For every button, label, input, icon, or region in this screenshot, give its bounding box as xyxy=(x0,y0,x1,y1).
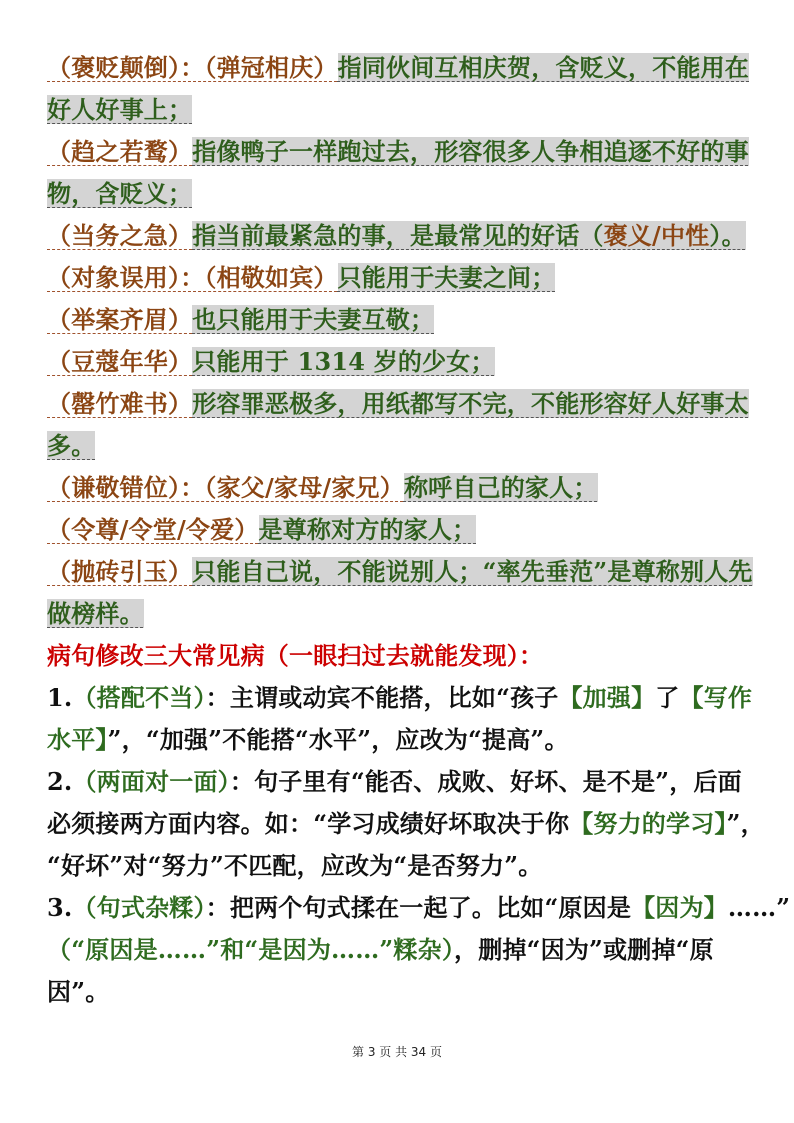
entry-explanation: 做榜样。 xyxy=(47,599,144,628)
item-text: 因”。 xyxy=(47,977,110,1006)
item-text: ：主谓或动宾不能搭，比如“孩子 xyxy=(205,683,559,712)
entry-line xyxy=(47,215,752,257)
entry-line xyxy=(47,383,752,425)
item-line xyxy=(47,677,752,719)
entry-line xyxy=(47,509,752,551)
entry-explanation: 是尊称对方的家人； xyxy=(258,515,477,544)
entry-label: （褒贬颠倒）：（弹冠相庆） xyxy=(47,53,338,82)
entry-label: （谦敬错位）：（家父/家母/家兄） xyxy=(47,473,404,502)
entry-label: （举案齐眉） xyxy=(47,305,193,334)
item-title: （句式杂糅） xyxy=(72,893,206,922)
item-text: 必须接两方面内容。如：“学习成绩好坏取决于你 xyxy=(47,809,570,838)
entry-note: 褒义/中性 xyxy=(603,221,710,250)
item-number: 1. xyxy=(47,683,73,712)
entry-line xyxy=(47,131,752,173)
entry-label: （抛砖引玉） xyxy=(47,557,193,586)
item-line xyxy=(47,803,765,845)
entry-explanation: 只能用于夫妻之间； xyxy=(337,263,556,292)
entry-explanation: 指当前最紧急的事，是最常见的好话（ xyxy=(192,221,604,250)
item-text: “好坏”对“努力”不匹配，应改为“是否努力”。 xyxy=(47,851,543,880)
item-text: ：把两个句式揉在一起了。比如“原因是 xyxy=(205,893,632,922)
item-line xyxy=(47,761,752,803)
item-text: ”， xyxy=(726,809,765,838)
entry-label: （趋之若鹜） xyxy=(47,137,193,166)
entry-label: （令尊/令堂/令爱） xyxy=(47,515,259,544)
page-footer: 第 3 页 共 34 页 xyxy=(352,1045,442,1059)
entry-label: （豆蔻年华） xyxy=(47,347,193,376)
item-text: ，删掉“因为”或删掉“原 xyxy=(454,935,714,964)
entry-label: （对象误用）：（相敬如宾） xyxy=(47,263,338,292)
entry-explanation: 指同伙间互相庆贺，含贬义，不能用在 xyxy=(337,53,750,82)
item-highlight: 【写作 xyxy=(679,683,753,712)
item-highlight: 【努力的学习】 xyxy=(569,809,727,838)
item-line xyxy=(47,971,752,1013)
entry-explanation: 只能自己说，不能说别人；“率先垂范”是尊称别人先 xyxy=(192,557,753,586)
entry-line xyxy=(47,299,752,341)
item-line xyxy=(47,845,752,887)
item-note: （“原因是……”和“是因为……”糅杂） xyxy=(47,935,455,964)
page-content xyxy=(47,47,791,1013)
entry-label: （罄竹难书） xyxy=(47,389,193,418)
entry-explanation: 形容罪恶极多，用纸都写不完，不能形容好人好事太 xyxy=(192,389,749,418)
entry-explanation: 多。 xyxy=(47,431,96,460)
item-text: 了 xyxy=(655,683,680,712)
item-number: 3. xyxy=(47,893,73,922)
item-highlight: 【加强】 xyxy=(558,683,656,712)
entry-line xyxy=(47,425,752,467)
entry-explanation: 指像鸭子一样跑过去，形容很多人争相追逐不好的事 xyxy=(192,137,749,166)
item-line xyxy=(47,887,791,929)
entry-line xyxy=(47,257,752,299)
entry-line xyxy=(47,173,752,215)
item-title: （两面对一面） xyxy=(72,767,230,796)
entry-explanation: 也只能用于夫妻互敬； xyxy=(192,305,435,334)
entry-line xyxy=(47,341,752,383)
entry-explanation: 好人好事上； xyxy=(47,95,193,124)
item-line xyxy=(47,719,752,761)
entry-explanation: 只能用于 1314 岁的少女； xyxy=(192,347,495,376)
item-text: ……” xyxy=(727,893,791,922)
entry-line xyxy=(47,467,752,509)
item-title: （搭配不当） xyxy=(72,683,206,712)
item-highlight: 【因为】 xyxy=(631,893,728,922)
entry-explanation: 称呼自己的家人； xyxy=(403,473,598,502)
item-number: 2. xyxy=(47,767,73,796)
item-line xyxy=(47,929,752,971)
entry-line xyxy=(47,551,752,593)
entry-explanation: ）。 xyxy=(709,221,746,250)
item-text: ：句子里有“能否、成败、好坏、是不是”，后面 xyxy=(229,767,742,796)
entry-label: （当务之急） xyxy=(47,221,193,250)
section-heading: 病句修改三大常见病（一眼扫过去就能发现）： xyxy=(47,641,544,670)
entry-line xyxy=(47,47,752,89)
entry-line xyxy=(47,593,752,635)
item-text: ”，“加强”不能搭“水平”，应改为“提高”。 xyxy=(107,725,569,754)
entry-line xyxy=(47,89,752,131)
item-highlight: 水平】 xyxy=(47,725,108,754)
entry-explanation: 物，含贬义； xyxy=(47,179,193,208)
